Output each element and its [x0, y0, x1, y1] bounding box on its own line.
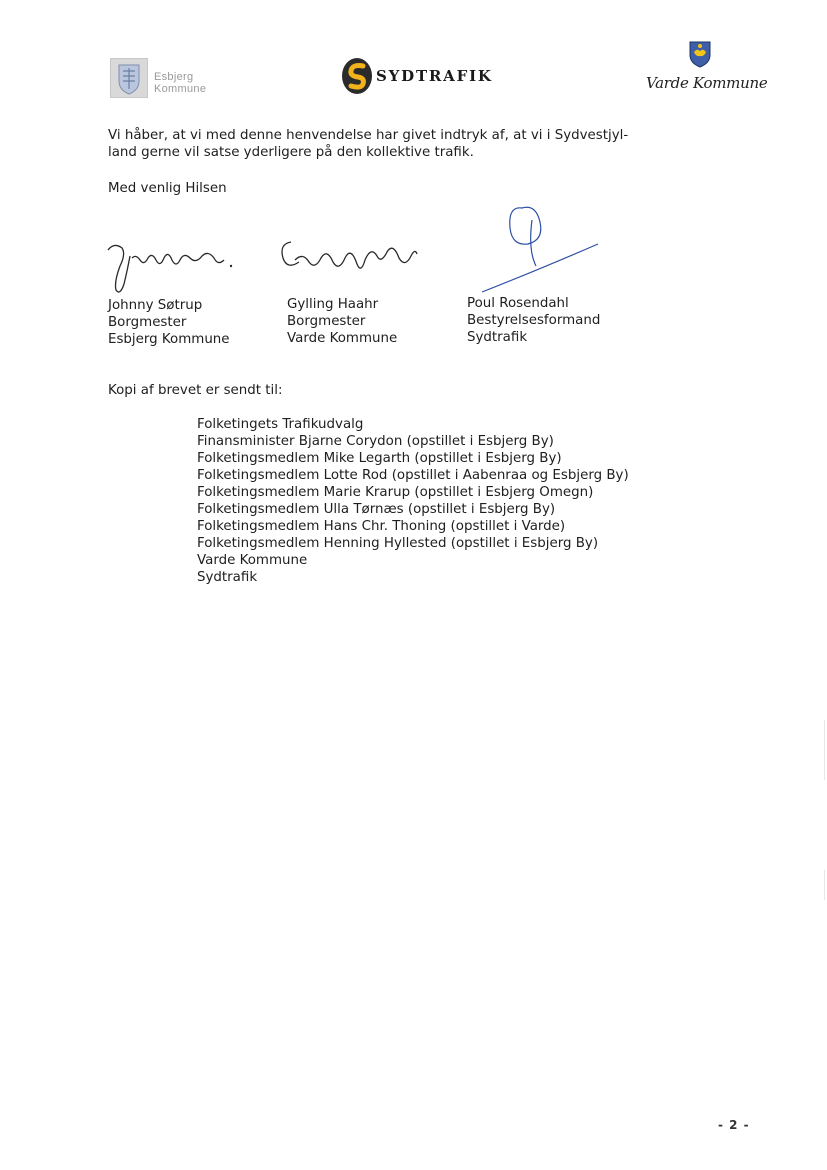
signer-org: Sydtrafik	[467, 330, 528, 345]
page-number: - 2 -	[718, 1118, 750, 1132]
scan-edge-mark	[824, 870, 825, 900]
sydtrafik-logo-text: SYDTRAFIK	[376, 67, 493, 85]
intro-paragraph	[108, 127, 668, 161]
esbjerg-kommune-logo	[110, 58, 220, 100]
signer-name: Johnny Søtrup	[108, 298, 203, 313]
list-item: Finansminister Bjarne Corydon (opstillet i Esbjerg By)	[197, 434, 554, 449]
varde-kommune-logo	[640, 40, 768, 96]
sydtrafik-logo	[340, 56, 500, 98]
esbjerg-crest-icon	[110, 58, 148, 98]
signer-name: Poul Rosendahl	[467, 296, 569, 311]
list-item: Folketingets Trafikudvalg	[197, 417, 364, 432]
varde-logo-text: Varde Kommune	[646, 74, 768, 92]
intro-text: Vi håber, at vi med denne henvendelse har givet indtryk af, at vi i Sydvestjyl- land gerne vil satse yderligere på den kollektive trafik.	[108, 128, 629, 160]
signer-title: Borgmester	[108, 315, 187, 330]
recipient-list	[197, 416, 717, 586]
list-item: Folketingsmedlem Mike Legarth (opstillet i Esbjerg By)	[197, 451, 562, 466]
signer-block-2	[287, 296, 397, 347]
signer-block-3	[467, 295, 600, 346]
list-item: Folketingsmedlem Henning Hyllested (opstillet i Esbjerg By)	[197, 536, 599, 551]
signer-title: Borgmester	[287, 314, 366, 329]
list-item: Folketingsmedlem Hans Chr. Thoning (opstillet i Varde)	[197, 519, 566, 534]
signature-johnny-sotrup	[104, 236, 244, 298]
signer-title: Bestyrelsesformand	[467, 313, 601, 328]
esbjerg-logo-text: Esbjerg Kommune	[154, 71, 207, 95]
signer-org: Varde Kommune	[287, 331, 398, 346]
list-item: Folketingsmedlem Ulla Tørnæs (opstillet i Esbjerg By)	[197, 502, 556, 517]
varde-crest-icon	[688, 40, 712, 68]
greeting: Med venlig Hilsen	[108, 181, 227, 196]
list-item: Folketingsmedlem Marie Krarup (opstillet i Esbjerg Omegn)	[197, 485, 594, 500]
signer-org: Esbjerg Kommune	[108, 332, 230, 347]
list-item: Sydtrafik	[197, 570, 258, 585]
scan-edge-mark	[824, 720, 825, 780]
list-item: Varde Kommune	[197, 553, 308, 568]
signer-name: Gylling Haahr	[287, 297, 379, 312]
signer-block-1	[108, 297, 230, 348]
list-item: Folketingsmedlem Lotte Rod (opstillet i Aabenraa og Esbjerg By)	[197, 468, 629, 483]
sydtrafik-s-icon	[340, 56, 374, 96]
copy-label: Kopi af brevet er sendt til:	[108, 383, 283, 398]
signature-poul-rosendahl	[478, 200, 603, 295]
signature-gylling-haahr	[277, 234, 422, 282]
